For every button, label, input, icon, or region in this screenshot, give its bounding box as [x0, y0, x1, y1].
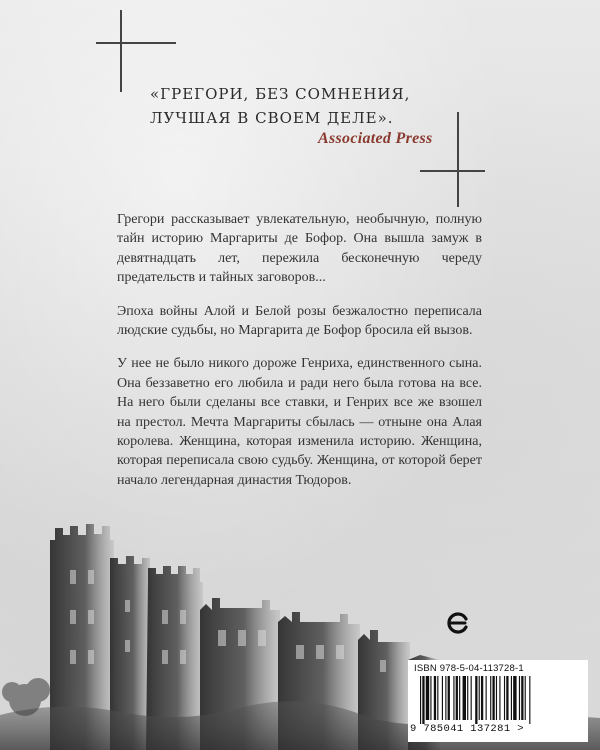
barcode-bar [492, 676, 494, 720]
description-paragraph-3: У нее не было никого дороже Генриха, единственного сына. Она беззаветно его любила и ради него была готова на все. На него были сделаны все ставки, и Генрих все же взошел на престол. Мечта Маргариты сбылась — отныне она Алая королева. Женщина, которая изменила историю. Женщина, которая переписала свою судьбу. Женщина, от которой берет начало легендарная династия Тюдоров. [117, 356, 482, 488]
barcode-bars [416, 676, 580, 724]
barcode-bar [422, 676, 424, 724]
review-quote-line-2: ЛУЧШАЯ В СВОЕМ ДЕЛЕ». [150, 109, 394, 127]
barcode-bar [456, 676, 458, 720]
barcode-bar [481, 676, 483, 720]
barcode-bar [463, 676, 466, 720]
barcode-bar [442, 676, 443, 720]
book-description [117, 210, 482, 504]
review-quote-line-1: «ГРЕГОРИ, БЕЗ СОМНЕНИЯ, [150, 85, 411, 103]
barcode-bar [467, 676, 468, 720]
quote-attribution: Associated Press [318, 130, 433, 147]
barcode-bar [479, 676, 480, 720]
barcode-bar [430, 676, 431, 720]
barcode-bar [471, 676, 472, 720]
barcode-bar [448, 676, 450, 720]
barcode-bar [511, 676, 512, 720]
barcode-bar [475, 676, 477, 724]
barcode-bar [496, 676, 497, 720]
frame-line-horizontal-top [96, 42, 176, 44]
barcode-bar [426, 676, 429, 720]
frame-line-horizontal-bottom [420, 170, 485, 172]
eksmo-e-logo-icon [445, 610, 471, 636]
isbn-label: ISBN 978-5-04-113728-1 [414, 663, 524, 674]
barcode-bar [519, 676, 520, 720]
barcode-bar [434, 676, 436, 720]
description-paragraph-2: Эпоха войны Алой и Белой розы безжалостно переписала людские судьбы, но Маргарита де Бофор бросила ей вызов. [117, 303, 482, 339]
barcode-bar [445, 676, 446, 720]
review-quote [150, 82, 480, 130]
barcode-bar [504, 676, 505, 720]
barcode-bar [490, 676, 491, 720]
barcode-digits: 9 785041 137281 > [410, 723, 524, 735]
barcode-bar [437, 676, 438, 720]
description-paragraph-1: Грегори рассказывает увлекательную, необычную, полную тайн историю Маргариты де Бофор. Она вышла замуж в девятнадцать лет, пережила бесконечную череду предательств и тайных заговоров... [117, 212, 482, 286]
barcode-bar [459, 676, 460, 720]
barcode-bar [525, 676, 526, 720]
barcode-panel [408, 660, 588, 742]
barcode-bar [529, 676, 530, 724]
barcode-bar [506, 676, 508, 720]
barcode-bar [513, 676, 516, 720]
barcode-bar [486, 676, 487, 720]
frame-line-vertical-left [120, 10, 122, 92]
barcode-bar [453, 676, 454, 720]
barcode-bar [499, 676, 500, 720]
barcode-bar [521, 676, 523, 720]
barcode-bar [420, 676, 421, 724]
